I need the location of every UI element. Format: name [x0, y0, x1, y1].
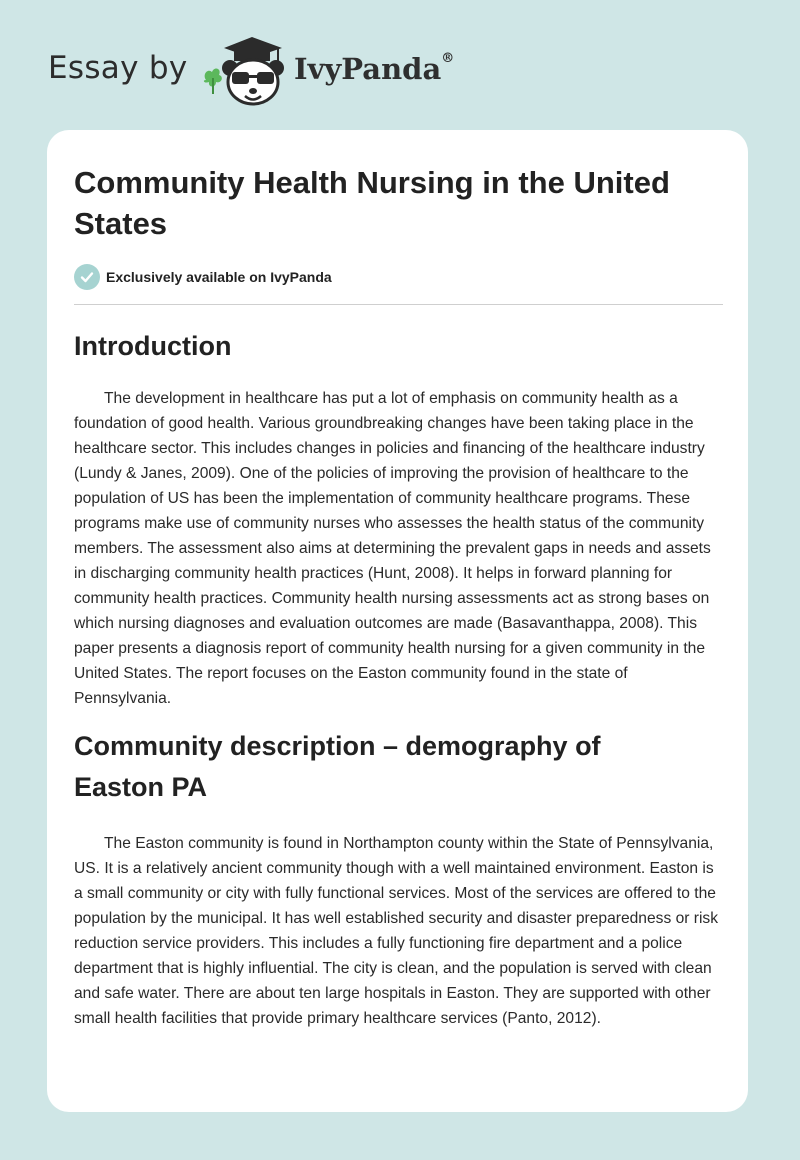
section-paragraph-community-description: The Easton community is found in Northampton county within the State of Pennsylvania, US. It is a relatively ancient community though with a well maintained environment. Easton is a small community or city with fully functional services. Most of the services are offered to the population by the municipal. It has well established security and disaster preparedness or risk reduction service providers. This includes a fully functioning fire department and a police department that is highly influential. The city is clean, and the population is served with clean and safe water. There are about ten large hospitals in Easton. They are supported with other small health facilities that provide primary healthcare services (Panto, 2012). — [74, 835, 719, 1027]
check-icon — [74, 264, 100, 290]
panda-graduate-icon[interactable] — [200, 34, 292, 110]
registered-mark: ® — [441, 51, 455, 67]
site-header — [0, 0, 800, 130]
section-heading-introduction: Introduction — [74, 331, 232, 361]
section-heading-community-description: Community description – demography of Easton PA — [74, 731, 601, 802]
divider — [74, 304, 723, 305]
page-title: Community Health Nursing in the United States — [74, 165, 670, 241]
brand-text: IvyPanda — [294, 52, 442, 86]
article-card — [47, 130, 748, 1112]
ivy-leaf-icon — [204, 68, 222, 94]
exclusive-badge — [74, 264, 721, 290]
essay-by-label: Essay by — [48, 50, 188, 86]
exclusive-label: Exclusively available on IvyPanda — [106, 269, 332, 285]
section-paragraph-introduction: The development in healthcare has put a lot of emphasis on community health as a foundation of good health. Various groundbreaking changes have been taking place in the healthcare sector. This includes changes in policies and financing of the healthcare industry (Lundy & Janes, 2009). One of the policies of improving the provision of healthcare to the population of US has been the implementation of community healthcare programs. These programs make use of community nurses who assesses the health status of the community members. The assessment also aims at determining the prevalent gaps in needs and assets in discharging community health practices (Hunt, 2008). It helps in forward planning for community health practices. Community health nursing assessments act as strong bases on which nursing diagnoses and evaluation outcomes are made (Basavanthappa, 2008). This paper presents a diagnosis report of community health nursing for a given community in the United States. The report focuses on the Easton community found in the state of Pennsylvania. — [74, 390, 711, 707]
brand-name[interactable] — [294, 52, 454, 86]
